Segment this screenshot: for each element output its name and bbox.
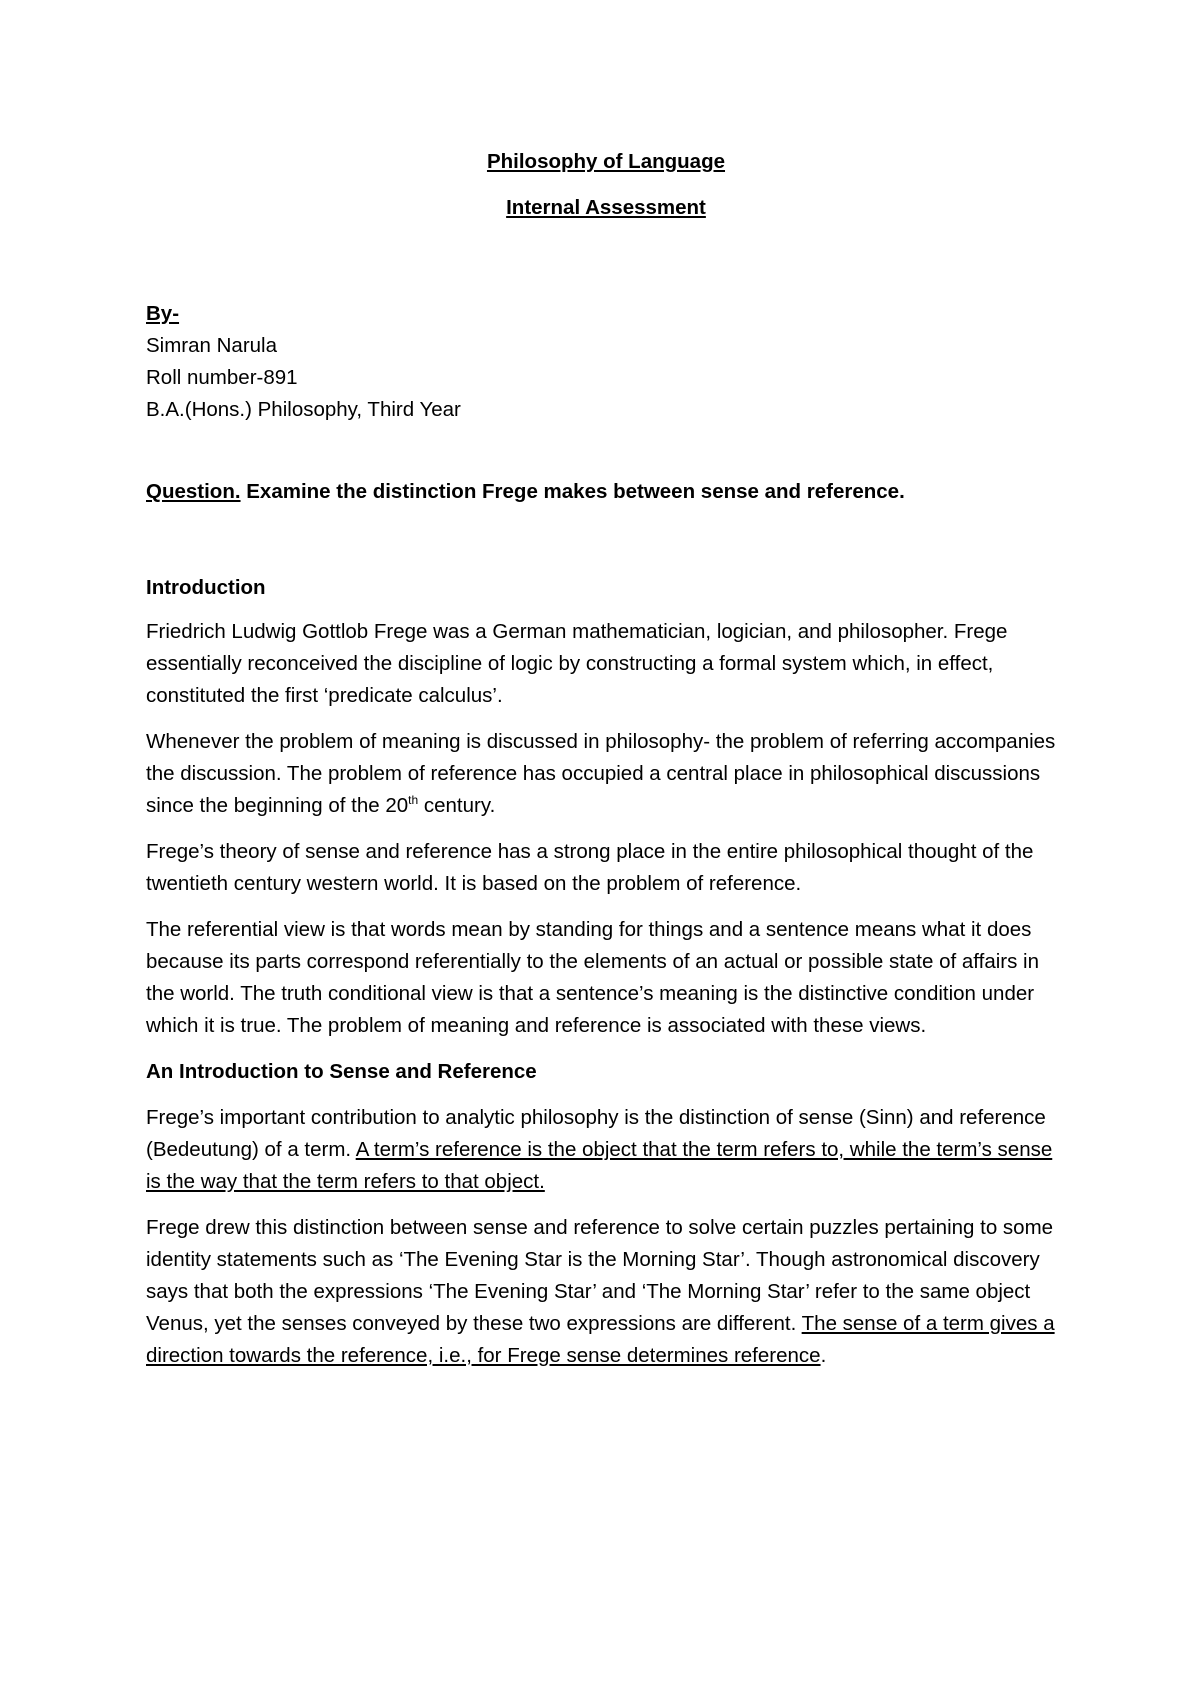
intro-paragraph-4: The referential view is that words mean by standing for things and a sentence means what it does because its parts correspond referentially to the elements of an actual or possible state of affairs in the world. The truth conditional view is that a sentence’s meaning is the distinctive condition under which it is true. The problem of meaning and reference is associated with these views. (146, 918, 1040, 1037)
intro-paragraph-3: Frege’s theory of sense and reference has a strong place in the entire philosophical thought of the twentieth century western world. It is based on the problem of reference. (146, 840, 1034, 895)
superscript-th: th (408, 793, 419, 808)
author-name: Simran Narula (146, 334, 278, 357)
sense-paragraph-2-underlined: The sense of a term gives a direction towards the reference, i.e., for Frege sense determines reference (146, 1312, 1055, 1367)
sense-paragraph-1-underlined: A term’s reference is the object that the term refers to, while the term’s sense is the way that the term refers to that object. (146, 1138, 1053, 1193)
author-block (146, 298, 1066, 426)
roll-number: Roll number-891 (146, 366, 298, 389)
sense-paragraph-2-end: . (820, 1344, 827, 1367)
sense-paragraph-2-text: Frege drew this distinction between sense and reference to solve certain puzzles pertaining to some identity statements such as ‘The Evening Star is the Morning Star’. Though astronomical discovery says that both the expressions ‘The Evening Star’ and ‘The Morning Star’ refer to the same object Venus, yet the senses conveyed by these two expressions are different. (146, 1216, 1054, 1335)
question-label: Question. (146, 480, 241, 503)
sense-paragraph-2 (146, 1212, 1066, 1372)
intro-paragraph-2-text: Whenever the problem of meaning is discussed in philosophy- the problem of referring accompanies the discussion. The problem of reference has occupied a central place in philosophical discussions since the beginning of the 20 (146, 730, 1056, 817)
sense-paragraph-1 (146, 1102, 1066, 1198)
question (146, 476, 1066, 508)
intro-paragraph-2 (146, 726, 1066, 822)
intro-paragraph-2-end: century. (418, 794, 496, 817)
sense-paragraph-1-text: Frege’s important contribution to analytic philosophy is the distinction of sense (Sinn) and reference (Bedeutung) of a term. (146, 1106, 1046, 1161)
sense-reference-heading: An Introduction to Sense and Reference (146, 1060, 537, 1083)
document-title: Philosophy of Language (486, 150, 726, 173)
by-label: By- (146, 302, 180, 325)
question-text: Examine the distinction Frege makes between sense and reference. (240, 480, 905, 503)
document-body (146, 146, 1066, 1386)
introduction-heading: Introduction (146, 576, 266, 599)
course-info: B.A.(Hons.) Philosophy, Third Year (146, 398, 461, 421)
document-subtitle: Internal Assessment (506, 196, 706, 219)
intro-paragraph-1: Friedrich Ludwig Gottlob Frege was a German mathematician, logician, and philosopher. Frege essentially reconceived the discipline of logic by constructing a formal system which, in effect, constituted the first ‘predicate calculus’. (146, 620, 1008, 707)
